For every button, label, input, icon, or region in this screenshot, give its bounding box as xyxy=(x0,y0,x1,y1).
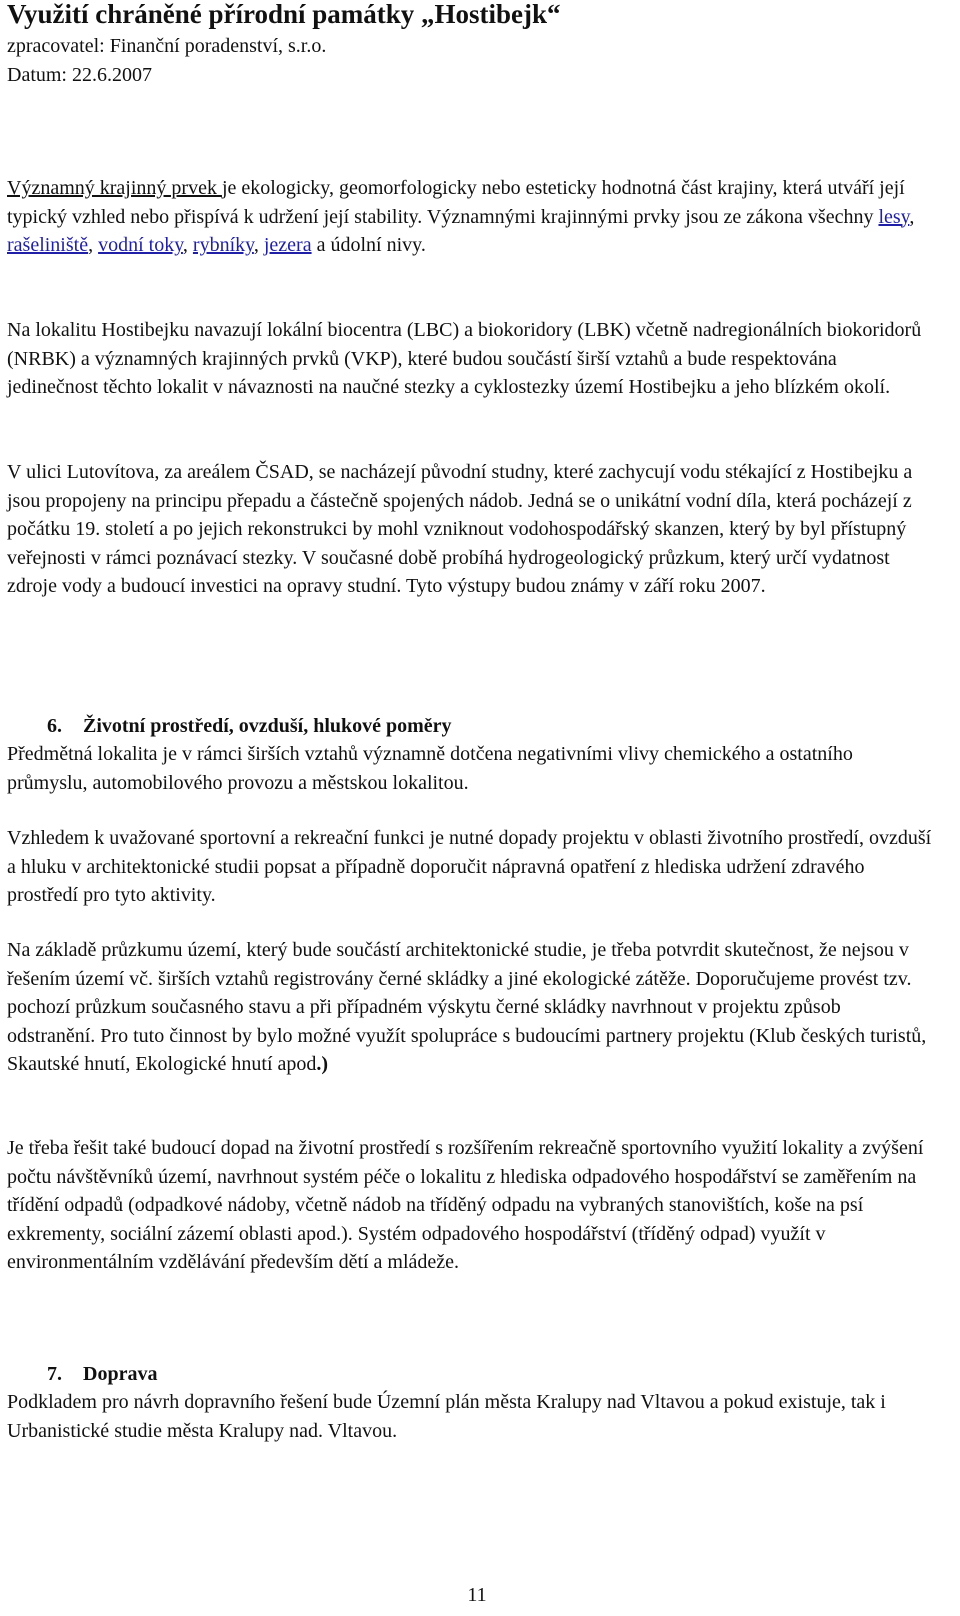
section-title: Životní prostředí, ovzduší, hlukové poměry xyxy=(83,715,452,737)
paragraph-studny: V ulici Lutovítova, za areálem ČSAD, se nacházejí původní studny, které zachycují vodu stékající z Hostibejku a jsou propojeny na principu přepadu a částečně spojených nádob. Jedná se o unikátní vodní díla, která pocházejí z počátku 19. století a po jejich rekonstrukci by mohl vzniknout vodohospodářský skanzen, který by byl přístupný veřejnosti v rámci poznávací stezky. V současné době probíhá hydrogeologický průzkum, který určí vydatnost zdroje vody a budoucí investici na opravy studní. Tyto výstupy budou známy v září roku 2007. xyxy=(7,461,913,598)
paragraph-end: .) xyxy=(316,1053,329,1076)
paragraph-text: je ekologicky, geomorfologicky nebo esteticky hodnotná část krajiny, která utváří její typický vzhled nebo přispívá k udržení její stability. Významnými krajinnými prvky jsou ze zákona všechny xyxy=(7,177,905,228)
link-raseliniste[interactable]: rašeliniště xyxy=(7,234,89,257)
section-number: 6. xyxy=(47,715,62,737)
link-jezera[interactable]: jezera xyxy=(263,234,312,257)
link-vodni-toky[interactable]: vodní toky xyxy=(98,234,183,257)
page-number: 11 xyxy=(467,1584,487,1606)
term-vkp: Významný krajinný prvek xyxy=(7,177,222,199)
link-lesy[interactable]: lesy xyxy=(878,205,910,228)
paragraph-lokalita: Předmětná lokalita je v rámci širších vztahů významně dotčena negativními vlivy chemického a ostatního průmyslu, automobilového provozu a městskou lokalitou. xyxy=(7,743,853,794)
section-title: Doprava xyxy=(83,1363,158,1385)
section-7-heading xyxy=(47,1360,158,1388)
paragraph-odpady: Je třeba řešit také budoucí dopad na životní prostředí s rozšířením rekreačně sportovního využití lokality a zvýšení počtu návštěvníků území, navrhnout systém péče o lokalitu z hlediska odpadového hospodářství se zaměřením na třídění odpadů (odpadkové nádoby, včetně nádob na tříděný odpadu na vybraných stanovištích, koše na psí exkrementy, sociální zázemí oblasti apod.). Systém odpadového hospodářství (tříděný odpad) využít v environmentálním vzdělávání především dětí a mládeže. xyxy=(7,1137,924,1274)
section-6-heading xyxy=(47,712,452,740)
paragraph-biocentra: Na lokalitu Hostibejku navazují lokální biocentra (LBC) a biokoridory (LBK) včetně nadregionálních biokoridorů (NRBK) a významných krajinných prvků (VKP), které budou součástí širší vztahů a bude respektována jedinečnost těchto lokalit v návaznosti na naučné stezky a cyklostezky území Hostibejku a jeho blízkém okolí. xyxy=(7,319,922,399)
author-line: zpracovatel: Finanční poradenství, s.r.o. xyxy=(7,35,327,57)
paragraph-funkce: Vzhledem k uvažované sportovní a rekreační funkci je nutné dopady projektu v oblasti životního prostředí, ovzduší a hluku v architektonické studii popsat a případně doporučit nápravná opatření z hlediska udržení zdravého prostředí pro tyto aktivity. xyxy=(7,827,932,907)
separator: , xyxy=(182,234,193,257)
date-line: Datum: 22.6.2007 xyxy=(7,64,152,86)
paragraph-pruzkum xyxy=(7,936,932,1079)
separator: , xyxy=(253,234,264,257)
document-title: Využití chráněné přírodní památky „Hostibejk“ xyxy=(7,0,561,29)
paragraph-vkp xyxy=(7,174,932,260)
section-number: 7. xyxy=(47,1363,62,1385)
paragraph-text: a údolní nivy. xyxy=(311,234,426,257)
paragraph-doprava: Podkladem pro návrh dopravního řešení bude Územní plán města Kralupy nad Vltavou a pokud existuje, tak i Urbanistické studie města Kralupy nad. Vltavou. xyxy=(7,1391,886,1442)
link-rybniky[interactable]: rybníky xyxy=(192,234,254,257)
separator: , xyxy=(88,234,99,257)
separator: , xyxy=(909,205,915,228)
paragraph-text: Na základě průzkumu území, který bude součástí architektonické studie, je třeba potvrdit skutečnost, že nejsou v řešením území vč. širších vztahů registrovány černé skládky a jiné ekologické zátěže. Doporučujeme provést tzv. pochozí průzkum současného stavu a při případném výskytu černé skládky navrhnout v projektu způsob odstranění. Pro tuto činnost by bylo možné využít spolupráce s budoucími partnery projektu (Klub českých turistů, Skautské hnutí, Ekologické hnutí apod xyxy=(7,939,927,1076)
